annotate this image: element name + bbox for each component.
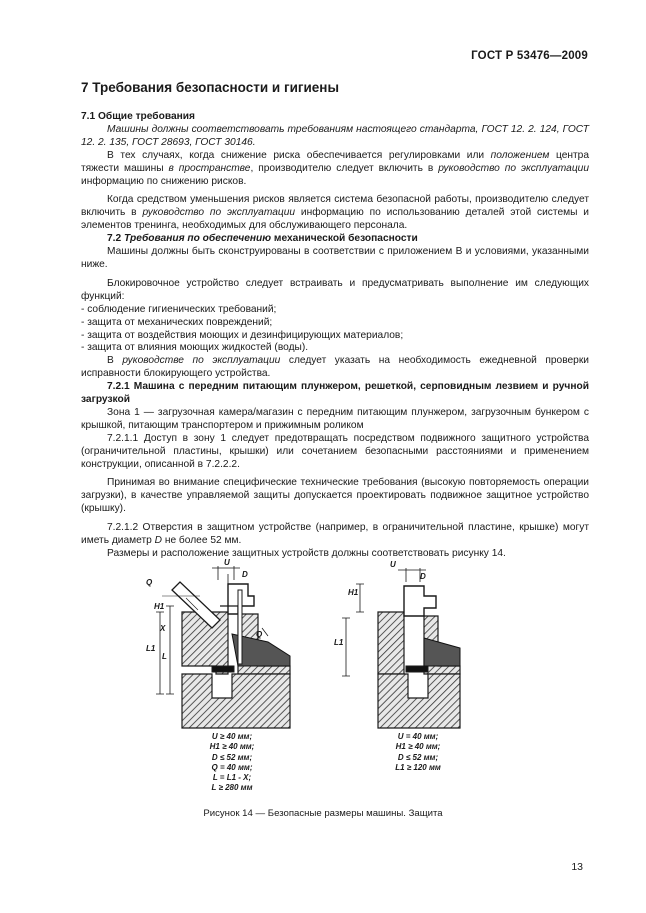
paragraph-7-2-1-a: Зона 1 — загрузочная камера/магазин с передним питающим плунжером, загрузочным бункером с крышкой, питающим транспортером и прижимным роликом: [81, 406, 589, 431]
document-id: ГОСТ Р 53476—2009: [471, 50, 588, 62]
paragraph-7-2-1-2: 7.2.1.2 Отверстия в защитном устройстве (например, в ограничительной пластине, крышке) могут иметь диаметр D не более 52 мм.: [81, 522, 589, 547]
figure-14: [120, 556, 540, 806]
paragraph-7-1-3: Когда средством уменьшения рисков является система безопасной работы, производителю следует включить в руководство по эксплуатации информацию по использованию деталей этой системы и элементов тренинга, необходимых для обслуживающего персонала.: [81, 194, 589, 232]
left-label-q-gap: Q: [256, 630, 263, 639]
paragraph-7-1-1: Машины должны соответствовать требованиям настоящего стандарта, ГОСТ 12. 2. 124, ГОСТ 12. 2. 135, ГОСТ 28693, ГОСТ 30146.: [81, 123, 589, 148]
right-machine-drawing: [342, 568, 460, 728]
paragraph-7-2-3: В руководстве по эксплуатации следует указать на необходимость ежедневной проверки исправности блокирующего устройства.: [81, 355, 589, 380]
paragraph-7-2-1-c: Размеры и расположение защитных устройств должны соответствовать рисунку 14.: [107, 548, 506, 559]
paragraph-7-2-1-1: 7.2.1.1 Доступ в зону 1 следует предотвращать посредством подвижного защитного устройства (ограничительной пластины, крышки) или сочетанием безопасными расстояниями и применением конструкции, описанной в 7.2.2.2.: [81, 432, 589, 470]
figure-caption: Рисунок 14 — Безопасные размеры машины. Защита: [203, 808, 443, 819]
section-title: 7 Требования безопасности и гигиены: [81, 80, 339, 95]
paragraph-7-1-2: В тех случаях, когда снижение риска обеспечивается регулировками или положением центра тяжести машины в пространстве, производителю следует включить в руководство по эксплуатации информацию по снижению рисков.: [81, 149, 589, 187]
left-label-u: U: [224, 558, 230, 567]
list-item: - защита от механических повреждений;: [81, 316, 273, 328]
left-spec-block: U ≥ 40 мм; H1 ≥ 40 мм; D ≤ 52 мм; Q = 40 мм; L = L1 - X; L ≥ 280 мм: [209, 732, 255, 793]
paragraph-7-2-1: Машины должны быть сконструированы в соответствии с приложением В и условиями, указанными ниже.: [81, 246, 589, 270]
heading-7-2: 7.2 Требования по обеспечению механической безопасности: [107, 233, 418, 245]
left-label-h1: H1: [154, 602, 165, 611]
left-label-x: X: [160, 624, 166, 633]
list-item: - защита от воздействия моющих и дезинфицирующих материалов;: [81, 329, 404, 341]
page-number: 13: [571, 861, 583, 873]
right-label-d: D: [420, 572, 426, 581]
list-item: - соблюдение гигиенических требований;: [81, 303, 277, 315]
heading-7-2-1: 7.2.1 Машина с передним питающим плунжером, решеткой, серповидным лезвием и ручной загрузкой: [81, 381, 589, 406]
right-spec-block: U = 40 мм; H1 ≥ 40 мм; D ≤ 52 мм; L1 ≥ 120 мм: [395, 732, 441, 772]
left-label-l: L: [162, 652, 167, 661]
right-label-u: U: [390, 560, 396, 569]
figure-14-drawing: [120, 556, 540, 806]
left-label-l1: L1: [146, 644, 156, 653]
paragraph-7-2-2: Блокировочное устройство следует встраивать и предусматривать выполнение им следующих функций:: [81, 277, 589, 302]
right-label-l1: L1: [334, 638, 344, 647]
left-label-d: D: [242, 570, 248, 579]
list-item: - защита от влияния моющих жидкостей (воды).: [81, 342, 309, 354]
paragraph-7-2-1-b: Принимая во внимание специфические технические требования (высокую повторяемость операции загрузки), в качестве управляемой защиты допускается проектировать подвижное защитное устройство (крышку).: [81, 477, 589, 515]
heading-7-1: 7.1 Общие требования: [81, 111, 195, 122]
left-label-q: Q: [146, 578, 153, 587]
right-label-h1: H1: [348, 588, 359, 597]
document-body: [81, 111, 589, 561]
left-machine-drawing: [156, 566, 290, 728]
